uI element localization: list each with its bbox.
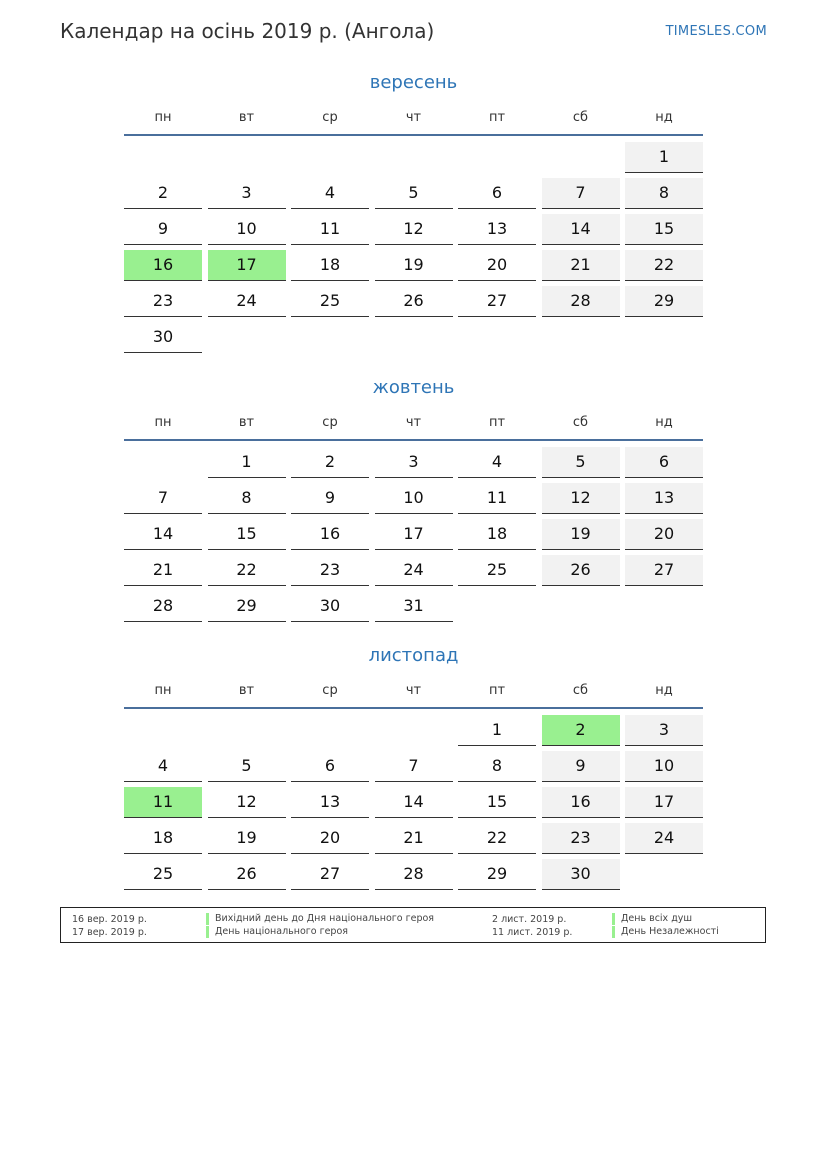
day-cell: 18 [124,823,202,854]
day-cell: 28 [375,859,453,890]
day-cell: 5 [208,751,286,782]
weekday-label: нд [655,110,673,125]
empty-day-cell [375,715,453,746]
day-cell: 4 [124,751,202,782]
week-row [124,483,703,514]
empty-day-cell [458,322,536,353]
day-cell: 27 [291,859,369,890]
empty-day-cell [458,142,536,173]
week-row [124,178,703,209]
day-cell: 5 [375,178,453,209]
week-grid [124,715,703,890]
weekday-label: вт [238,415,255,430]
day-cell: 25 [458,555,536,586]
day-cell: 20 [625,519,703,550]
week-row [124,214,703,245]
empty-day-cell [291,322,369,353]
day-cell: 25 [124,859,202,890]
weekday-header [124,108,703,136]
page-title: Календар на осінь 2019 р. (Ангола) [60,19,435,43]
day-cell: 11 [124,787,202,818]
week-row [124,519,703,550]
weekday-label: вт [238,110,255,125]
legend-holiday-name: День національного героя [206,926,348,938]
empty-day-cell [375,142,453,173]
day-cell: 14 [542,214,620,245]
day-cell: 12 [208,787,286,818]
day-cell: 9 [542,751,620,782]
week-row [124,250,703,281]
day-cell: 29 [625,286,703,317]
empty-day-cell [542,591,620,622]
day-cell: 2 [542,715,620,746]
day-cell: 15 [458,787,536,818]
legend-date: 16 вер. 2019 р. [72,914,147,925]
day-cell: 15 [625,214,703,245]
month-name: листопад [368,645,459,666]
week-row [124,823,703,854]
day-cell: 9 [124,214,202,245]
day-cell: 22 [458,823,536,854]
weekday-label: ср [322,415,338,430]
month-name: жовтень [372,377,455,398]
empty-day-cell [291,715,369,746]
day-cell: 16 [124,250,202,281]
week-row [124,751,703,782]
day-cell: 13 [291,787,369,818]
day-cell: 13 [625,483,703,514]
site-link[interactable]: TIMESLES.COM [665,24,767,39]
empty-day-cell [375,322,453,353]
day-cell: 10 [625,751,703,782]
day-cell: 26 [375,286,453,317]
empty-day-cell [625,322,703,353]
weekday-header [124,413,703,441]
legend-date: 17 вер. 2019 р. [72,927,147,938]
day-cell: 2 [124,178,202,209]
day-cell: 8 [458,751,536,782]
month-name: вересень [369,72,458,93]
day-cell: 7 [124,483,202,514]
empty-day-cell [458,591,536,622]
weekday-label: пн [154,110,172,125]
day-cell: 22 [625,250,703,281]
empty-day-cell [625,591,703,622]
day-cell: 27 [458,286,536,317]
day-cell: 24 [208,286,286,317]
empty-day-cell [124,715,202,746]
day-cell: 9 [291,483,369,514]
legend-date: 11 лист. 2019 р. [492,927,573,938]
day-cell: 28 [124,591,202,622]
day-cell: 27 [625,555,703,586]
day-cell: 1 [625,142,703,173]
day-cell: 17 [375,519,453,550]
day-cell: 5 [542,447,620,478]
day-cell: 22 [208,555,286,586]
holiday-legend [60,907,766,943]
day-cell: 12 [542,483,620,514]
day-cell: 3 [625,715,703,746]
day-cell: 23 [542,823,620,854]
legend-holiday-name: День Незалежності [612,926,719,938]
weekday-label: ср [322,683,338,698]
day-cell: 11 [291,214,369,245]
day-cell: 6 [458,178,536,209]
weekday-label: пт [488,110,506,125]
day-cell: 26 [208,859,286,890]
day-cell: 12 [375,214,453,245]
month-november [124,644,703,895]
day-cell: 24 [375,555,453,586]
day-cell: 21 [375,823,453,854]
week-row [124,859,703,890]
weekday-label: сб [572,415,589,430]
day-cell: 10 [208,214,286,245]
month-october [124,376,703,627]
week-row [124,286,703,317]
weekday-label: вт [238,683,255,698]
day-cell: 23 [124,286,202,317]
day-cell: 3 [208,178,286,209]
day-cell: 3 [375,447,453,478]
day-cell: 20 [291,823,369,854]
day-cell: 30 [124,322,202,353]
day-cell: 19 [375,250,453,281]
empty-day-cell [625,859,703,890]
week-row [124,447,703,478]
week-row [124,591,703,622]
weekday-label: чт [405,415,422,430]
week-row [124,787,703,818]
day-cell: 17 [208,250,286,281]
day-cell: 4 [291,178,369,209]
day-cell: 10 [375,483,453,514]
legend-holiday-name: Вихідний день до Дня національного героя [206,913,434,925]
empty-day-cell [291,142,369,173]
week-grid [124,447,703,622]
day-cell: 29 [208,591,286,622]
day-cell: 20 [458,250,536,281]
week-row [124,715,703,746]
weekday-label: сб [572,683,589,698]
empty-day-cell [542,142,620,173]
day-cell: 8 [208,483,286,514]
day-cell: 11 [458,483,536,514]
day-cell: 28 [542,286,620,317]
weekday-label: нд [655,683,673,698]
day-cell: 18 [291,250,369,281]
day-cell: 2 [291,447,369,478]
day-cell: 6 [291,751,369,782]
month-september [124,71,703,358]
day-cell: 4 [458,447,536,478]
empty-day-cell [124,447,202,478]
weekday-label: пт [488,415,506,430]
day-cell: 15 [208,519,286,550]
day-cell: 30 [542,859,620,890]
legend-holiday-name: День всіх душ [612,913,692,925]
week-row [124,142,703,173]
weekday-label: чт [405,110,422,125]
day-cell: 21 [542,250,620,281]
day-cell: 16 [542,787,620,818]
day-cell: 17 [625,787,703,818]
day-cell: 6 [625,447,703,478]
day-cell: 19 [542,519,620,550]
day-cell: 25 [291,286,369,317]
empty-day-cell [542,322,620,353]
day-cell: 29 [458,859,536,890]
day-cell: 8 [625,178,703,209]
week-row [124,555,703,586]
empty-day-cell [208,715,286,746]
week-row [124,322,703,353]
day-cell: 31 [375,591,453,622]
day-cell: 24 [625,823,703,854]
day-cell: 14 [124,519,202,550]
day-cell: 30 [291,591,369,622]
empty-day-cell [208,142,286,173]
day-cell: 14 [375,787,453,818]
day-cell: 18 [458,519,536,550]
empty-day-cell [208,322,286,353]
weekday-header [124,681,703,709]
day-cell: 21 [124,555,202,586]
day-cell: 1 [458,715,536,746]
empty-day-cell [124,142,202,173]
weekday-label: пн [154,683,172,698]
weekday-label: пт [488,683,506,698]
weekday-label: чт [405,683,422,698]
day-cell: 1 [208,447,286,478]
week-grid [124,142,703,353]
day-cell: 13 [458,214,536,245]
weekday-label: сб [572,110,589,125]
day-cell: 16 [291,519,369,550]
day-cell: 19 [208,823,286,854]
legend-date: 2 лист. 2019 р. [492,914,567,925]
weekday-label: нд [655,415,673,430]
day-cell: 23 [291,555,369,586]
weekday-label: пн [154,415,172,430]
day-cell: 7 [375,751,453,782]
day-cell: 26 [542,555,620,586]
weekday-label: ср [322,110,338,125]
day-cell: 7 [542,178,620,209]
